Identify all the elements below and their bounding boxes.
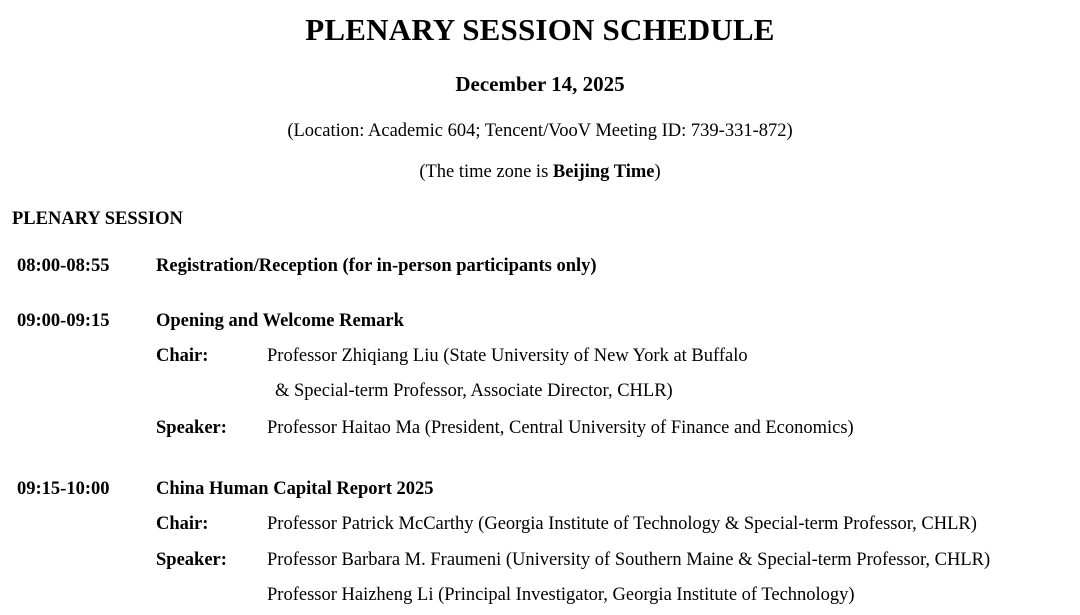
time-slot-report: 09:15-10:00 bbox=[17, 479, 110, 499]
speaker-label-report: Speaker: bbox=[156, 550, 227, 570]
event-title-opening: Opening and Welcome Remark bbox=[156, 311, 404, 331]
location-info: (Location: Academic 604; Tencent/VooV Meeting ID: 739-331-872) bbox=[287, 121, 793, 141]
section-title: PLENARY SESSION bbox=[12, 209, 183, 229]
timezone-value: Beijing Time bbox=[552, 162, 655, 182]
event-title-report: China Human Capital Report 2025 bbox=[156, 479, 434, 499]
event-title-registration: Registration/Reception (for in-person participants only) bbox=[156, 256, 597, 276]
chair-name-opening: Professor Zhiqiang Liu (State University of New York at Buffalo bbox=[267, 346, 748, 366]
speaker-label-opening: Speaker: bbox=[156, 418, 227, 438]
chair-affiliation-opening: & Special-term Professor, Associate Director, CHLR) bbox=[275, 381, 673, 401]
time-slot-registration: 08:00-08:55 bbox=[17, 256, 110, 276]
page-title: PLENARY SESSION SCHEDULE bbox=[305, 12, 775, 47]
chair-name-report: Professor Patrick McCarthy (Georgia Institute of Technology & Special-term Professor, CHLR) bbox=[267, 514, 977, 534]
timezone-suffix: ) bbox=[654, 162, 661, 182]
chair-label-report: Chair: bbox=[156, 514, 209, 534]
timezone-prefix: (The time zone is bbox=[419, 162, 553, 182]
speaker-name-opening: Professor Haitao Ma (President, Central University of Finance and Economics) bbox=[267, 418, 854, 438]
event-date: December 14, 2025 bbox=[455, 72, 625, 96]
speaker-name-report-2: Professor Haizheng Li (Principal Investigator, Georgia Institute of Technology) bbox=[267, 585, 855, 605]
time-slot-opening: 09:00-09:15 bbox=[17, 311, 110, 331]
chair-label-opening: Chair: bbox=[156, 346, 209, 366]
timezone-info bbox=[0, 162, 1080, 183]
speaker-name-report-1: Professor Barbara M. Fraumeni (University of Southern Maine & Special-term Professor, CHLR) bbox=[267, 550, 991, 570]
